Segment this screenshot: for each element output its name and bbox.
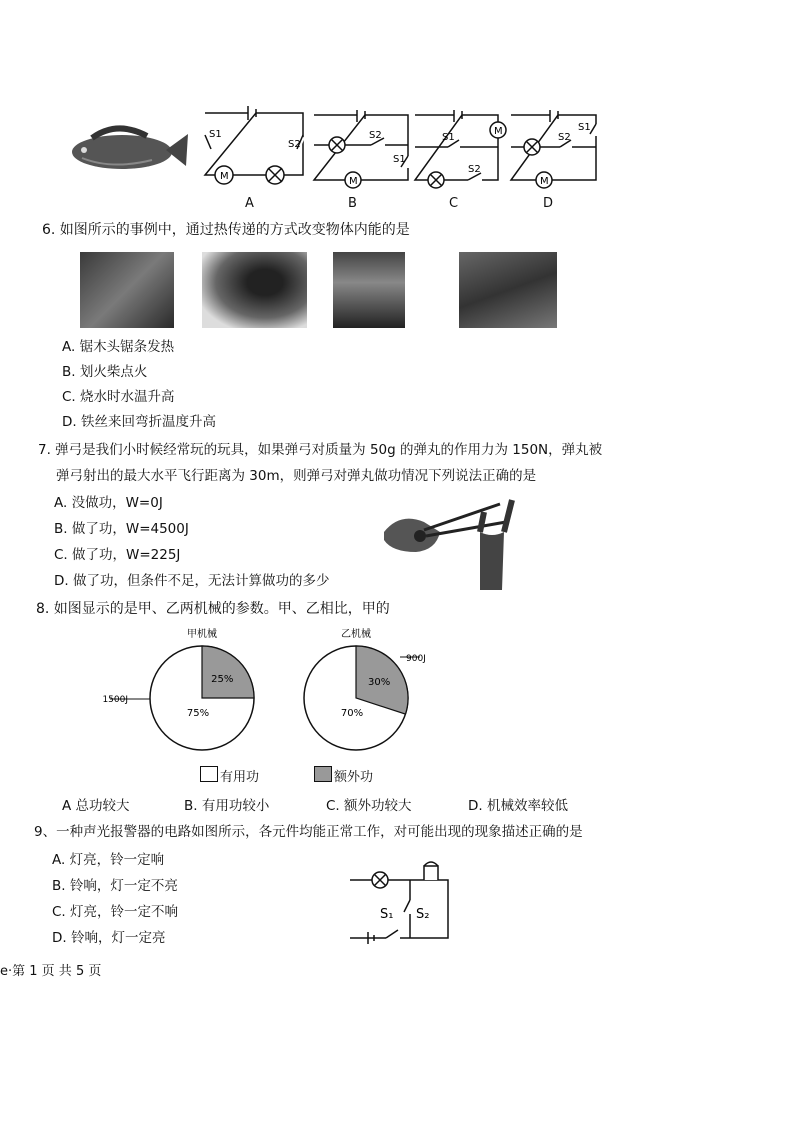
pie-slice-extra-label: 30% [368,677,391,689]
switch-label: S2 [468,164,481,175]
circuit-d [508,110,602,190]
switch-label: S2 [369,130,382,141]
q6-option-a[interactable]: A. 锯木头锯条发热 [62,339,175,355]
switch-label: S1 [442,132,455,143]
switch-label: S2 [558,132,571,143]
switch-label: S2 [288,139,301,150]
q9-option-c[interactable]: C. 灯亮，铃一定不响 [52,904,179,920]
pie-title: 乙机械 [341,629,371,640]
q9-option-a[interactable]: A. 灯亮，铃一定响 [52,852,165,868]
q9-option-d[interactable]: D. 铃响，灯一定亮 [52,930,166,946]
circuit-c [412,110,508,190]
q6-option-b[interactable]: B. 划火柴点火 [62,364,148,380]
q9-circuit [340,860,460,950]
fish-image [62,118,190,178]
q6-option-d[interactable]: D. 铁丝来回弯折温度升高 [62,414,216,430]
circuit-label-d: D [543,196,554,211]
slingshot-image [380,492,530,592]
q8-option-b[interactable]: B. 有用功较小 [184,798,270,814]
footer-prefix: e· [0,964,13,979]
q8-option-a[interactable]: A 总功较大 [62,798,130,814]
circuit-b [311,110,411,190]
pie-slice-extra-label: 25% [211,673,234,685]
motor-label: M [220,171,229,182]
legend-extra: 额外功 [334,770,374,785]
motor-label: M [494,126,503,137]
pie-annotation: 1500J [102,695,128,705]
q8-stem: 8. 如图显示的是甲、乙两机械的参数。甲、乙相比，甲的 [36,601,390,617]
photo-saw [80,252,174,328]
pie-title: 甲机械 [187,629,217,640]
pie-annotation: 900J [406,654,426,664]
motor-label: M [349,176,358,187]
q7-option-a[interactable]: A. 没做功，W=0J [54,495,163,511]
q8-option-d[interactable]: D. 机械效率较低 [468,798,568,814]
q7-stem-line1: 7. 弹弓是我们小时候经常玩的玩具，如果弹弓对质量为 50g 的弹丸的作用力为 150N，弹丸被 [38,442,603,458]
q6-option-c[interactable]: C. 烧水时水温升高 [62,389,175,405]
circuit-label-a: A [245,196,254,211]
page-footer [0,960,101,979]
legend-swatch-useful [200,766,218,782]
legend-useful: 有用功 [220,770,260,785]
motor-label: M [540,176,549,187]
q8-option-c[interactable]: C. 额外功较大 [326,798,412,814]
photo-kettle [333,252,405,328]
switch-label: S1 [209,129,222,140]
footer-page: 第 1 页 共 5 页 [12,964,102,979]
circuit-label-b: B [348,196,357,211]
q7-option-b[interactable]: B. 做了功，W=4500J [54,521,189,537]
q9-option-b[interactable]: B. 铃响，灯一定不亮 [52,878,178,894]
switch-label-s2: S₂ [416,907,430,922]
q9-stem: 9、一种声光报警器的电路如图所示，各元件均能正常工作，对可能出现的现象描述正确的是 [34,824,583,840]
photo-wire [459,252,557,328]
switch-label: S1 [393,154,406,165]
switch-label: S1 [578,122,591,133]
q7-stem-line2: 弹弓射出的最大水平飞行距离为 30m，则弹弓对弹丸做功情况下列说法正确的是 [56,468,537,484]
pie-slice-useful-label: 70% [340,708,364,719]
q7-option-d[interactable]: D. 做了功，但条件不足，无法计算做功的多少 [54,573,330,589]
q8-pie-charts [90,625,430,755]
pie-slice-useful-label: 75% [186,708,210,719]
switch-label-s1: S₁ [380,907,394,922]
circuit-label-c: C [449,196,459,211]
pie-slice-extra [202,646,254,698]
circuit-a [200,105,310,190]
q7-option-c[interactable]: C. 做了功，W=225J [54,547,181,563]
photo-match [202,252,307,328]
legend-swatch-extra [314,766,332,782]
q6-stem: 6. 如图所示的事例中，通过热传递的方式改变物体内能的是 [42,222,410,238]
